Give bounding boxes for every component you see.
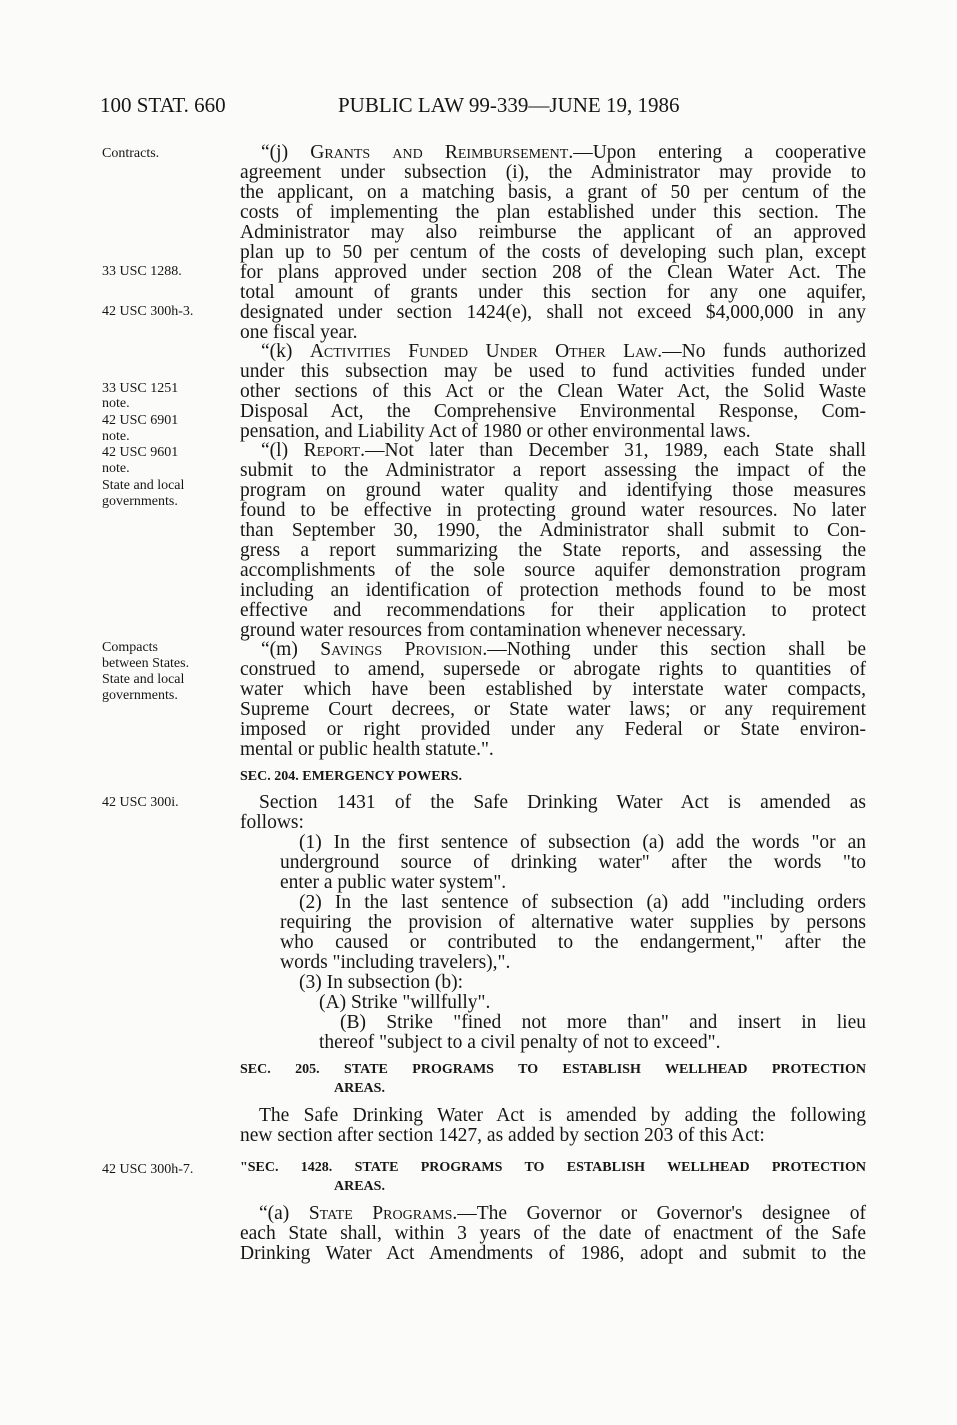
text-line: water which have been established by interstate water compacts, <box>240 679 866 700</box>
margin-note: governments. <box>102 688 178 703</box>
margin-note: 33 USC 1288. <box>102 264 182 279</box>
text-line: including an identification of protection methods found to be most <box>240 580 866 601</box>
section-title: "SEC. 1428. STATE PROGRAMS TO ESTABLISH WELLHEAD PROTECTION <box>240 1160 866 1175</box>
text-line: Disposal Act, the Comprehensive Environmental Response, Com- <box>240 401 866 422</box>
text-line: “(j) Grants and Reimbursement.—Upon entering a cooperative <box>261 142 867 163</box>
margin-note: 42 USC 6901 <box>102 413 179 428</box>
section-title-continued: AREAS. <box>334 1081 385 1096</box>
text-line: each State shall, within 3 years of the date of enactment of the Safe <box>240 1223 866 1244</box>
margin-note: 42 USC 9601 <box>102 445 179 460</box>
text-line: ground water resources from contamination whenever necessary. <box>240 620 747 641</box>
text-line: for plans approved under section 208 of the Clean Water Act. The <box>240 262 866 283</box>
text-line: words "including travelers),". <box>280 952 511 973</box>
text-line: (3) In subsection (b): <box>299 972 464 993</box>
text-line: (1) In the first sentence of subsection (a) add the words "or an <box>299 832 866 853</box>
text-line: plan up to 50 per centum of the costs of developing such plan, except <box>240 242 866 263</box>
text-line: one fiscal year. <box>240 322 358 343</box>
text-line: mental or public health statute.". <box>240 739 494 760</box>
text-line: new section after section 1427, as added by section 203 of this Act: <box>240 1125 765 1146</box>
section-title: SEC. 205. STATE PROGRAMS TO ESTABLISH WELLHEAD PROTECTION <box>240 1062 866 1077</box>
text-line: Section 1431 of the Safe Drinking Water Act is amended as <box>259 792 866 813</box>
text-line: total amount of grants under this section for any one aquifer, <box>240 282 866 303</box>
running-head: PUBLIC LAW 99-339—JUNE 19, 1986 <box>338 93 680 117</box>
text-line: thereof "subject to a civil penalty of not to exceed". <box>319 1032 721 1053</box>
text-line: pensation, and Liability Act of 1980 or other environmental laws. <box>240 421 751 442</box>
section-title-continued: AREAS. <box>334 1179 385 1194</box>
text-line: underground source of drinking water" after the words "to <box>280 852 866 873</box>
subsection-heading: Savings Provision. <box>320 639 488 660</box>
margin-note: 42 USC 300h-7. <box>102 1162 194 1177</box>
subsection-heading: Grants and Reimbursement. <box>310 142 574 163</box>
margin-note: governments. <box>102 494 178 509</box>
margin-note: 42 USC 300h-3. <box>102 304 194 319</box>
text-line: follows: <box>240 812 304 833</box>
text-line: imposed or right provided under any Federal or State environ- <box>240 719 866 740</box>
text-line: construed to amend, supersede or abrogate rights to quantities of <box>240 659 866 680</box>
section-title: SEC. 204. EMERGENCY POWERS. <box>240 769 462 784</box>
subsection-heading: Activities Funded Under Other Law. <box>309 341 663 362</box>
text-line: effective and recommendations for their application to protect <box>240 600 866 621</box>
text-line: requiring the provision of alternative water supplies by persons <box>280 912 866 933</box>
text-line: designated under section 1424(e), shall not exceed $4,000,000 in any <box>240 302 866 323</box>
margin-note: State and local <box>102 478 185 493</box>
text-line: “(k) Activities Funded Under Other Law.—No funds authorized <box>261 341 866 362</box>
text-line: (B) Strike "fined not more than" and insert in lieu <box>340 1012 866 1033</box>
text-line: program on ground water quality and identifying those measures <box>240 480 866 501</box>
subsection-heading: State Programs. <box>308 1203 458 1224</box>
subsection-heading: Report. <box>303 440 365 461</box>
margin-note: note. <box>102 396 130 411</box>
text-line: The Safe Drinking Water Act is amended by adding the following <box>259 1105 866 1126</box>
margin-note: note. <box>102 461 130 476</box>
text-line: the applicant, on a matching basis, a grant of 50 per centum of the <box>240 182 866 203</box>
margin-note: 33 USC 1251 <box>102 381 179 396</box>
margin-note: between States. <box>102 656 190 671</box>
page-number: 100 STAT. 660 <box>100 93 226 117</box>
text-line: agreement under subsection (i), the Administrator may provide to <box>240 162 866 183</box>
text-line: submit to the Administrator a report assessing the impact of the <box>240 460 866 481</box>
text-line: enter a public water system". <box>280 872 507 893</box>
text-line: than September 30, 1990, the Administrator shall submit to Con- <box>240 520 866 541</box>
text-line: “(l) Report.—Not later than December 31, 1989, each State shall <box>261 440 866 461</box>
text-line: “(m) Savings Provision.—Nothing under this section shall be <box>261 639 866 660</box>
margin-note: note. <box>102 429 130 444</box>
text-line: “(a) State Programs.—The Governor or Governor's designee of <box>259 1203 866 1224</box>
text-line: costs of implementing the plan established under this section. The <box>240 202 866 223</box>
text-line: under this subsection may be used to fund activities funded under <box>240 361 866 382</box>
text-line: (2) In the last sentence of subsection (a) add "including orders <box>299 892 866 913</box>
text-line: gress a report summarizing the State reports, and assessing the <box>240 540 866 561</box>
text-line: Drinking Water Act Amendments of 1986, adopt and submit to the <box>240 1243 866 1264</box>
text-line: accomplishments of the sole source aquifer demonstration program <box>240 560 866 581</box>
margin-note: 42 USC 300i. <box>102 795 179 810</box>
margin-note: State and local <box>102 672 185 687</box>
text-line: Administrator may also reimburse the applicant of an approved <box>240 222 866 243</box>
text-line: found to be effective in protecting ground water resources. No later <box>240 500 866 521</box>
margin-note: Contracts. <box>102 146 160 161</box>
margin-note: Compacts <box>102 640 158 655</box>
text-line: Supreme Court decrees, or State water laws; or any requirement <box>240 699 866 720</box>
text-line: who caused or contributed to the endangerment," after the <box>280 932 866 953</box>
text-line: other sections of this Act or the Clean Water Act, the Solid Waste <box>240 381 866 402</box>
text-line: (A) Strike "willfully". <box>319 992 491 1013</box>
